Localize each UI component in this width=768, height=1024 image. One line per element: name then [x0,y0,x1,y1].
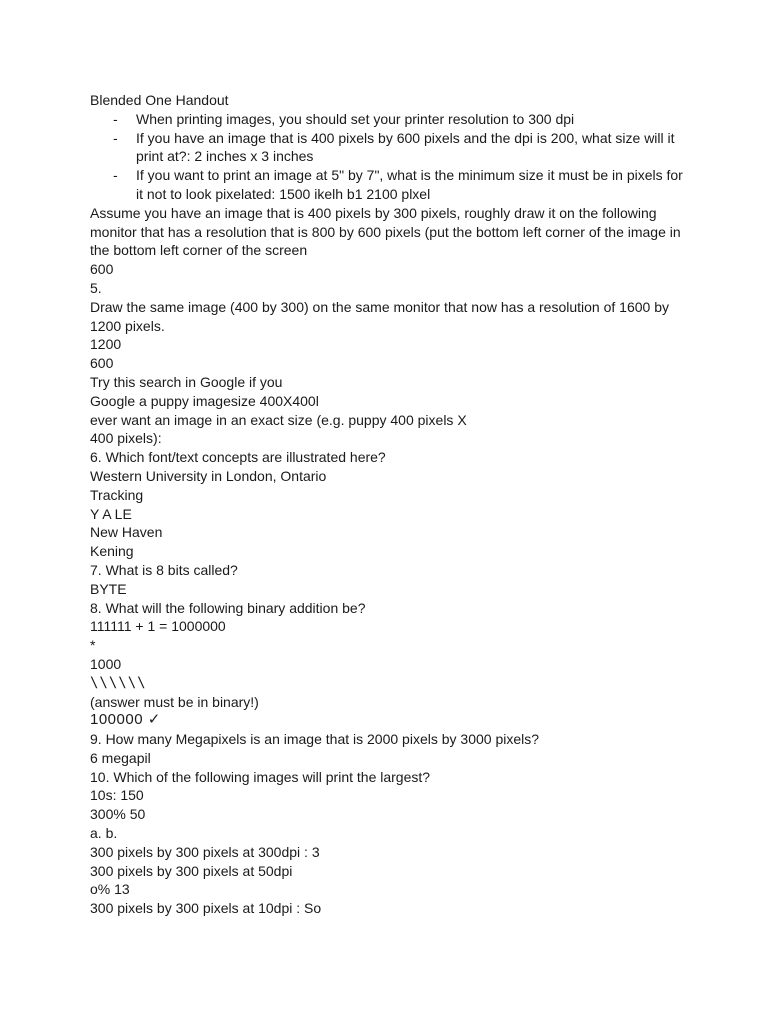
bullet-text: When printing images, you should set your printer resolution to 300 dpi [136,110,575,127]
answer-text: 600 [90,355,114,372]
answer-text: BYTE [90,580,127,597]
question-text: Draw the same image (400 by 300) on the same monitor that now has a resolution of 1600 by 1200 pixels. [90,298,673,334]
document-body [90,91,690,918]
answer-text: * [90,637,96,654]
note-text: (answer must be in binary!) [90,693,259,710]
document-title: Blended One Handout [90,92,229,108]
dash-bullet: - [113,167,118,184]
note-text: ever want an image in an exact size (e.g. puppy 400 pixels X [90,411,467,428]
question-text: 7. What is 8 bits called? [90,561,238,578]
question-number: 5. [90,279,102,296]
answer-text: 300 pixels by 300 pixels at 10dpi : So [90,900,322,917]
answer-text: New Haven [90,524,163,541]
answer-text: Western University in London, Ontario [90,467,327,484]
list-item [90,129,690,167]
list-item [90,110,690,129]
answer-text: \\\\\\ [90,674,147,691]
note-text: Try this search in Google if you [90,373,283,390]
answer-text: 300% 50 [90,806,146,823]
answer-text: Tracking [90,486,144,503]
bullet-text: If you have an image that is 400 pixels by 600 pixels and the dpi is 200, what size will it print at?: 2 inches x 3 inches [136,129,675,165]
answer-text: 1200 [90,336,122,353]
answer-text: Kening [90,543,134,560]
answer-text: 300 pixels by 300 pixels at 300dpi : 3 [90,843,320,860]
list-item [90,166,690,204]
answer-text: a. b. [90,825,118,842]
answer-text: 300 pixels by 300 pixels at 50dpi [90,862,293,879]
answer-text: Y A LE [90,505,132,522]
note-text: 400 pixels): [90,430,162,447]
dash-bullet: - [113,129,118,146]
bullet-list [90,110,690,204]
dash-bullet: - [113,110,118,127]
answer-text: 600 [90,261,114,278]
note-text: Google a puppy imagesize 400X400l [90,392,319,409]
question-text: 8. What will the following binary addition be? [90,599,366,616]
answer-text: 100000 ✓ [90,711,161,729]
question-text: Assume you have an image that is 400 pixels by 300 pixels, roughly draw it on the following monitor that has a resolution that is 800 by 600 pixels (put the bottom left corner of the image in the bottom left corner of the screen [90,204,685,259]
answer-text: 1000 [90,655,122,672]
question-text: 6. Which font/text concepts are illustrated here? [90,449,386,466]
question-text: 9. How many Megapixels is an image that is 2000 pixels by 3000 pixels? [90,731,540,748]
answer-text: 6 megapil [90,749,151,766]
answer-text: 111111 + 1 = 1000000 [90,618,226,635]
question-text: 10. Which of the following images will print the largest? [90,768,431,785]
answer-text: o% 13 [90,881,130,898]
bullet-text: If you want to print an image at 5" by 7", what is the minimum size it must be in pixels for it not to look pixelated: 1500 ikelh b1 2100 plxel [136,167,683,202]
answer-text: 10s: 150 [90,787,144,804]
